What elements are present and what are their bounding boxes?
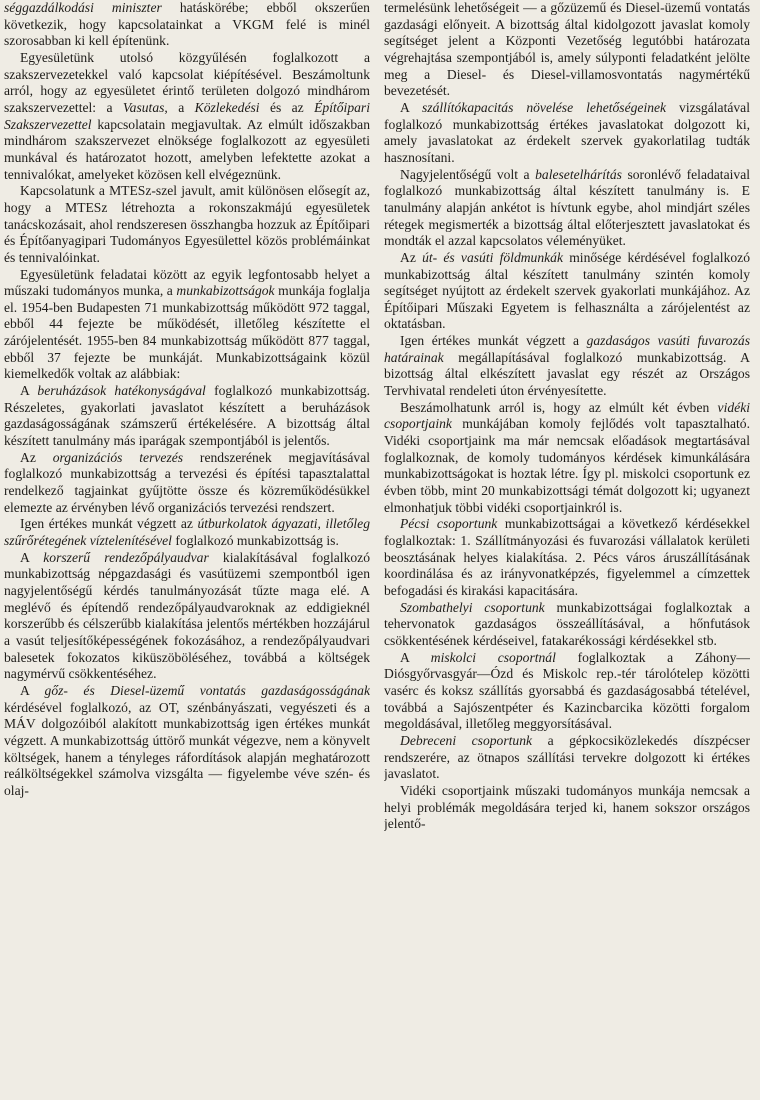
text-run: munkabizottságai a következő kérdésekkel foglalkoztak: 1. Szállítmányozási és fuvarozási vállalatok kerületi beosztásának helyes kialakítása. 2. Pécs város áruszállításának koordinálása és az irányvonatképzés, figyelemmel a címzettek befogadási és kirakási kapacitására.: [384, 516, 750, 598]
text-run: Az: [20, 449, 53, 465]
text-run: kialakításával foglalkozó munkabizottság népgazdasági és vasútüzemi szempontból igen nagyjelentőségű kérdés tanulmányozását tűzte maga elé. A meglévő és építendő rendezőpályaudvaroknak az eddigieknél korszerűbb és célszerűbb kialakítása jelentős mértékben hozzájárul a vasút teljesítőképességének fokozásához, a rendezőpályaudvari balesetek fokozatos kiküszöböléséhez, továbbá a költségek nagymérvű csökkentéséhez.: [4, 549, 370, 682]
text-run: és az: [259, 99, 315, 115]
italic-text: Szombathelyi csoportunk: [400, 599, 545, 615]
paragraph: [384, 333, 750, 400]
text-run: Az: [400, 249, 423, 265]
text-run: A: [20, 383, 38, 399]
paragraph: [4, 683, 370, 800]
paragraph: [384, 733, 750, 783]
paragraph: [4, 383, 370, 450]
paragraph: [384, 0, 750, 100]
paragraph: [384, 600, 750, 650]
text-run: , a: [164, 99, 195, 115]
paragraph: [4, 450, 370, 517]
paragraph: [4, 267, 370, 384]
text-run: a gépkocsiközlekedés díszpécser rendszerére, az ötnapos szállítási tervekre dolgozott ki értékes javaslatot.: [384, 732, 750, 782]
text-run: A: [400, 649, 431, 665]
italic-text: Pécsi csoportunk: [400, 516, 498, 532]
text-run: soronlévő feladataival foglalkozó munkabizottság által készített tanulmány is. E tanulmány alapján ankétot is hívtunk egybe, ahol mindjárt széles rétegek megismerték a bizottság által előterjesztett javaslatokat és mondták el azzal kapcsolatos véleményüket.: [384, 166, 750, 249]
text-run: Igen értékes munkát végzett az: [20, 516, 198, 532]
italic-text: Közlekedési: [194, 99, 260, 115]
text-run: foglalkoztak a Záhony—Diósgyőrvasgyár—Ózd és Miskolc rep.-tér tárolótelep közötti vasérc és koksz szállítás gyorsabbá és gazdaságosabbá tételével, továbbá a Sajószentpéter és Kazincbarcika közötti forgalom megoldásával, illetőleg meggyorsításával.: [384, 649, 750, 732]
italic-text: gőz- és Diesel-üzemű vontatás gazdaságosságának: [44, 682, 370, 698]
text-run: Vidéki csoportjaink műszaki tudományos munkája nemcsak a helyi problémák megoldására terjed ki, hanem sokszor országos jelentő-: [384, 782, 750, 832]
right-column: [384, 0, 750, 1100]
italic-text: korszerű rendezőpályaudvar: [43, 549, 209, 565]
text-run: Egyesületünk utolsó közgyűlésén foglalkozott a szakszervezetekkel való kapcsolat kiépítésével. Beszámoltunk arról, hogy az egyesületet érintő területen dolgozó mindhárom szakszervezettel: a: [4, 49, 370, 115]
text-run: minősége kérdésével foglalkozó munkabizottság által készített tanulmány szintén komoly segítséget nyújtott az érdekelt szervek gyakorlati munkájához. Az Építőipari Műszaki Egyetem is felhasználta a zárójelentést az oktatásban.: [384, 249, 750, 332]
paragraph: [384, 250, 750, 333]
paragraph: [384, 400, 750, 517]
text-run: foglalkozó munkabizottság is.: [171, 533, 339, 548]
text-run: hatáskörébe; ebből okszerűen következik, hogy kapcsolatainkat a VKGM felé is minél szorosabban ki kell építenünk.: [4, 0, 370, 49]
italic-text: balesetelhárítás: [535, 166, 622, 182]
paragraph: [384, 100, 750, 167]
text-run: megállapításával foglalkozó munkabizottság. A bizottság által elkészített javaslat egy részét az Országos Tervhivatal rendeleti úton érvényesítette.: [384, 349, 750, 399]
text-run: munkája foglalja el. 1954-ben Budapesten 71 munkabizottság működött 972 taggal, ebből 44 fejezte be működését, illetőleg készítette el zárójelentését. 1955-ben 84 munkabizottság működött 877 taggal, ebből 37 fejezte be munkáját. Munkabizottságaink közül kiemelkedők voltak az alábbiak:: [4, 283, 370, 382]
italic-text: séggazdálkodási miniszter: [4, 0, 162, 15]
paragraph: [4, 550, 370, 683]
italic-text: miskolci csoportnál: [430, 649, 556, 665]
text-run: A: [20, 682, 45, 698]
italic-text: organizációs tervezés: [52, 449, 184, 465]
text-run: vizsgálatával foglalkozó munkabizottság értékes javaslatokat dolgozott ki, amely javaslatokat az érdekelt szervek gyakorlatilag tudták hasznosítani.: [384, 99, 750, 165]
italic-text: szállítókapacitás növelése lehetőségeinek: [422, 99, 667, 115]
text-run: kérdésével foglalkozó, az OT, szénbányászati, vegyészeti és a MÁV dolgozóiból alakított munkabizottság igen értékes munkát végzett. A munkabizottság úttörő munkát végezve, nem a könyvelt költségek, hanem a tényleges ráfordítások alapján meghatározott reálköltségekkel számolva vizsgálta — figyelembe véve szén- és olaj-: [4, 699, 370, 798]
left-column: [4, 0, 370, 1100]
text-run: munkájában komoly fejlődés volt tapasztalható. Vidéki csoportjaink ma már nemcsak előadások megtartásával foglalkoznak, de komoly tudományos kérdések kimunkálására munkabizottságokat is hoztak létre. Így pl. miskolci csoportunk ez évben több, mint 20 munkabizottsági témát dolgozott ki; ugyanezt elmonhatjuk többi vidéki csoportjainkról is.: [384, 416, 750, 515]
italic-text: út- és vasúti földmunkák: [422, 249, 564, 265]
italic-text: Építőipari Szakszervezettel: [4, 99, 370, 132]
italic-text: munkabizottságok: [176, 283, 275, 299]
italic-text: Debreceni csoportunk: [400, 732, 533, 748]
text-run: A: [20, 549, 44, 565]
paragraph: [384, 167, 750, 250]
text-run: kapcsolatain megjavultak. Az elmúlt időszakban mindhárom szakszervezet elnöksége foglalkozott az egyesületi munkával és határozatot hozott, amelyben lefektette azokat a tennivalókat, amelyeket közösen kell elvégeznünk.: [4, 116, 370, 182]
italic-text: útburkolatok ágyazati, illetőleg szűrőrétegének víztelenítésével: [4, 516, 370, 548]
text-run: Igen értékes munkát végzett a: [400, 333, 587, 349]
text-run: munkabizottságai foglalkoztak a tehervonatok gazdaságos összeállításával, a hőnfutások csökkentésének kérdéseivel, fatakarékossági kérdésekkel stb.: [384, 599, 750, 648]
text-run: termelésünk lehetőségeit — a gőzüzemű és Diesel-üzemű vontatás gazdasági előnyeit. A bizottság által kidolgozott javaslat komoly segítséget jelent a Központi Vezetőség legutóbbi határozata végrehajtása szempontjából is, amely súlyponti feladatként jelölte meg a Diesel- és Diesel-villamosvontatás nagymértékű bevezetését.: [384, 0, 750, 99]
text-run: foglalkozó munkabizottság. Részeletes, gyakorlati javaslatot készített a beruházások gazdaságosságának számszerű értékelésére. A bizottság által készített tanulmány más iparágak szempontjából is jelentős.: [4, 383, 370, 449]
text-run: A: [400, 99, 423, 115]
paragraph: [4, 516, 370, 549]
italic-text: Vasutas: [122, 99, 165, 115]
text-run: Egyesületünk feladatai között az egyik legfontosabb helyet a műszaki tudományos munka, a: [4, 266, 370, 299]
italic-text: beruházások hatékonyságával: [37, 383, 206, 399]
paragraph: [384, 650, 750, 733]
text-run: Nagyjelentőségű volt a: [400, 166, 536, 182]
text-run: Beszámolhatunk arról is, hogy az elmúlt két évben: [400, 399, 718, 415]
italic-text: vidéki csoportjaink: [384, 399, 750, 432]
paragraph: [4, 0, 370, 50]
paragraph: [384, 516, 750, 599]
paragraph: [4, 183, 370, 266]
paragraph: [384, 783, 750, 833]
paragraph: [4, 50, 370, 183]
text-run: rendszerének megjavításával foglalkozó munkabizottság a tervezési és építési tapasztalattal rendelkező tagjainkat gyűjtötte össze és közreműködésükkel elemezte az érvényben lévő organizációs tervezési rendszert.: [4, 449, 370, 515]
italic-text: gazdaságos vasúti fuvarozás határainak: [384, 333, 750, 365]
text-run: Kapcsolatunk a MTESz-szel javult, amit különösen elősegít az, hogy a MTESz létrehozta a rokonszakmájú egyesületek tanácskozásait, ahol rendszeresen összhangba hozzuk az Építőipari és Építőanyagipari Tudományos Egyesülettel közös problémáinkat és tennivalóinkat.: [4, 183, 370, 265]
